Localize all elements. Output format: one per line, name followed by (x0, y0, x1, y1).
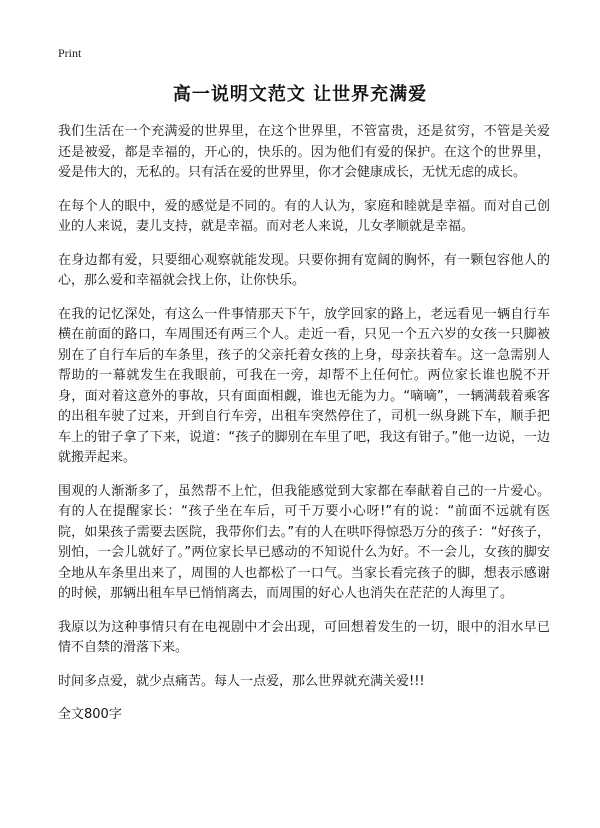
paragraph-reflection: 我原以为这种事情只有在电视剧中才会出现，可回想着发生的一切，眼中的泪水早已情不自禁的滑落下来。 (58, 619, 550, 655)
paragraph-perspectives: 在每个人的眼中，爱的感觉是不同的。有的人认为，家庭和睦就是幸福。而对自己创业的人来说，妻儿支持，就是幸福。而对老人来说，儿女孝顺就是幸福。 (58, 198, 550, 234)
paragraph-intro: 我们生活在一个充满爱的世界里，在这个世界里，不管富贵，还是贫穷，不管是关爱还是被爱，都是幸福的，开心的，快乐的。因为他们有爱的保护。在这个的世界里，爱是伟大的，无私的。只有活在爱的世界里，你才会健康成长，无忧无虑的成长。 (58, 124, 550, 180)
print-link[interactable]: Print (58, 46, 82, 60)
word-count: 全文800字 (58, 707, 122, 722)
paragraph-observe: 在身边都有爱，只要细心观察就能发现。只要你拥有宽阔的胸怀，有一颗包容他人的心，那么爱和幸福就会找上你，让你快乐。 (58, 252, 550, 288)
paragraph-conclusion: 时间多点爱，就少点痛苦。每人一点爱，那么世界就充满关爱!!! (58, 673, 425, 689)
paragraph-memory: 在我的记忆深处，有这么一件事情那天下午，放学回家的路上，老远看见一辆自行车横在前面的路口，车周围还有两三个人。走近一看，只见一个五六岁的女孩一只脚被别在了自行车后的车条里，孩子的父亲托着女孩的上身，母亲扶着车。这一急需别人帮助的一幕就发生在我眼前，可我在一旁，却帮不上任何忙。两位家长谁也脱不开身，面对着这意外的事故，只有面面相觑，谁也无能为力。“嘀嘀”，一辆满载着乘客的出租车驶了过来，开到自行车旁，出租车突然停住了，司机一纵身跳下车，顺手把车上的钳子拿了下来，说道：“孩子的脚别在车里了吧，我这有钳子。”他一边说，一边就搬弄起来。 (58, 306, 550, 465)
paragraph-crowd: 围观的人渐渐多了，虽然帮不上忙，但我能感觉到大家都在奉献着自己的一片爱心。有的人在提醒家长：“孩子坐在车后，可千万要小心呀!”有的说：“前面不远就有医院，如果孩子需要去医院，我带你们去。”有的人在哄吓得惊恐万分的孩子：“好孩子，别怕，一会儿就好了。”两位家长早已感动的不知说什么为好。不一会儿，女孩的脚安全地从车条里出来了，周围的人也都松了一口气。当家长看完孩子的脚，想表示感谢的时候，那辆出租车早已悄悄离去，而周围的好心人也消失在茫茫的人海里了。 (58, 483, 550, 601)
article-body (58, 122, 550, 725)
article-title: 高一说明文范文 让世界充满爱 (172, 84, 428, 105)
